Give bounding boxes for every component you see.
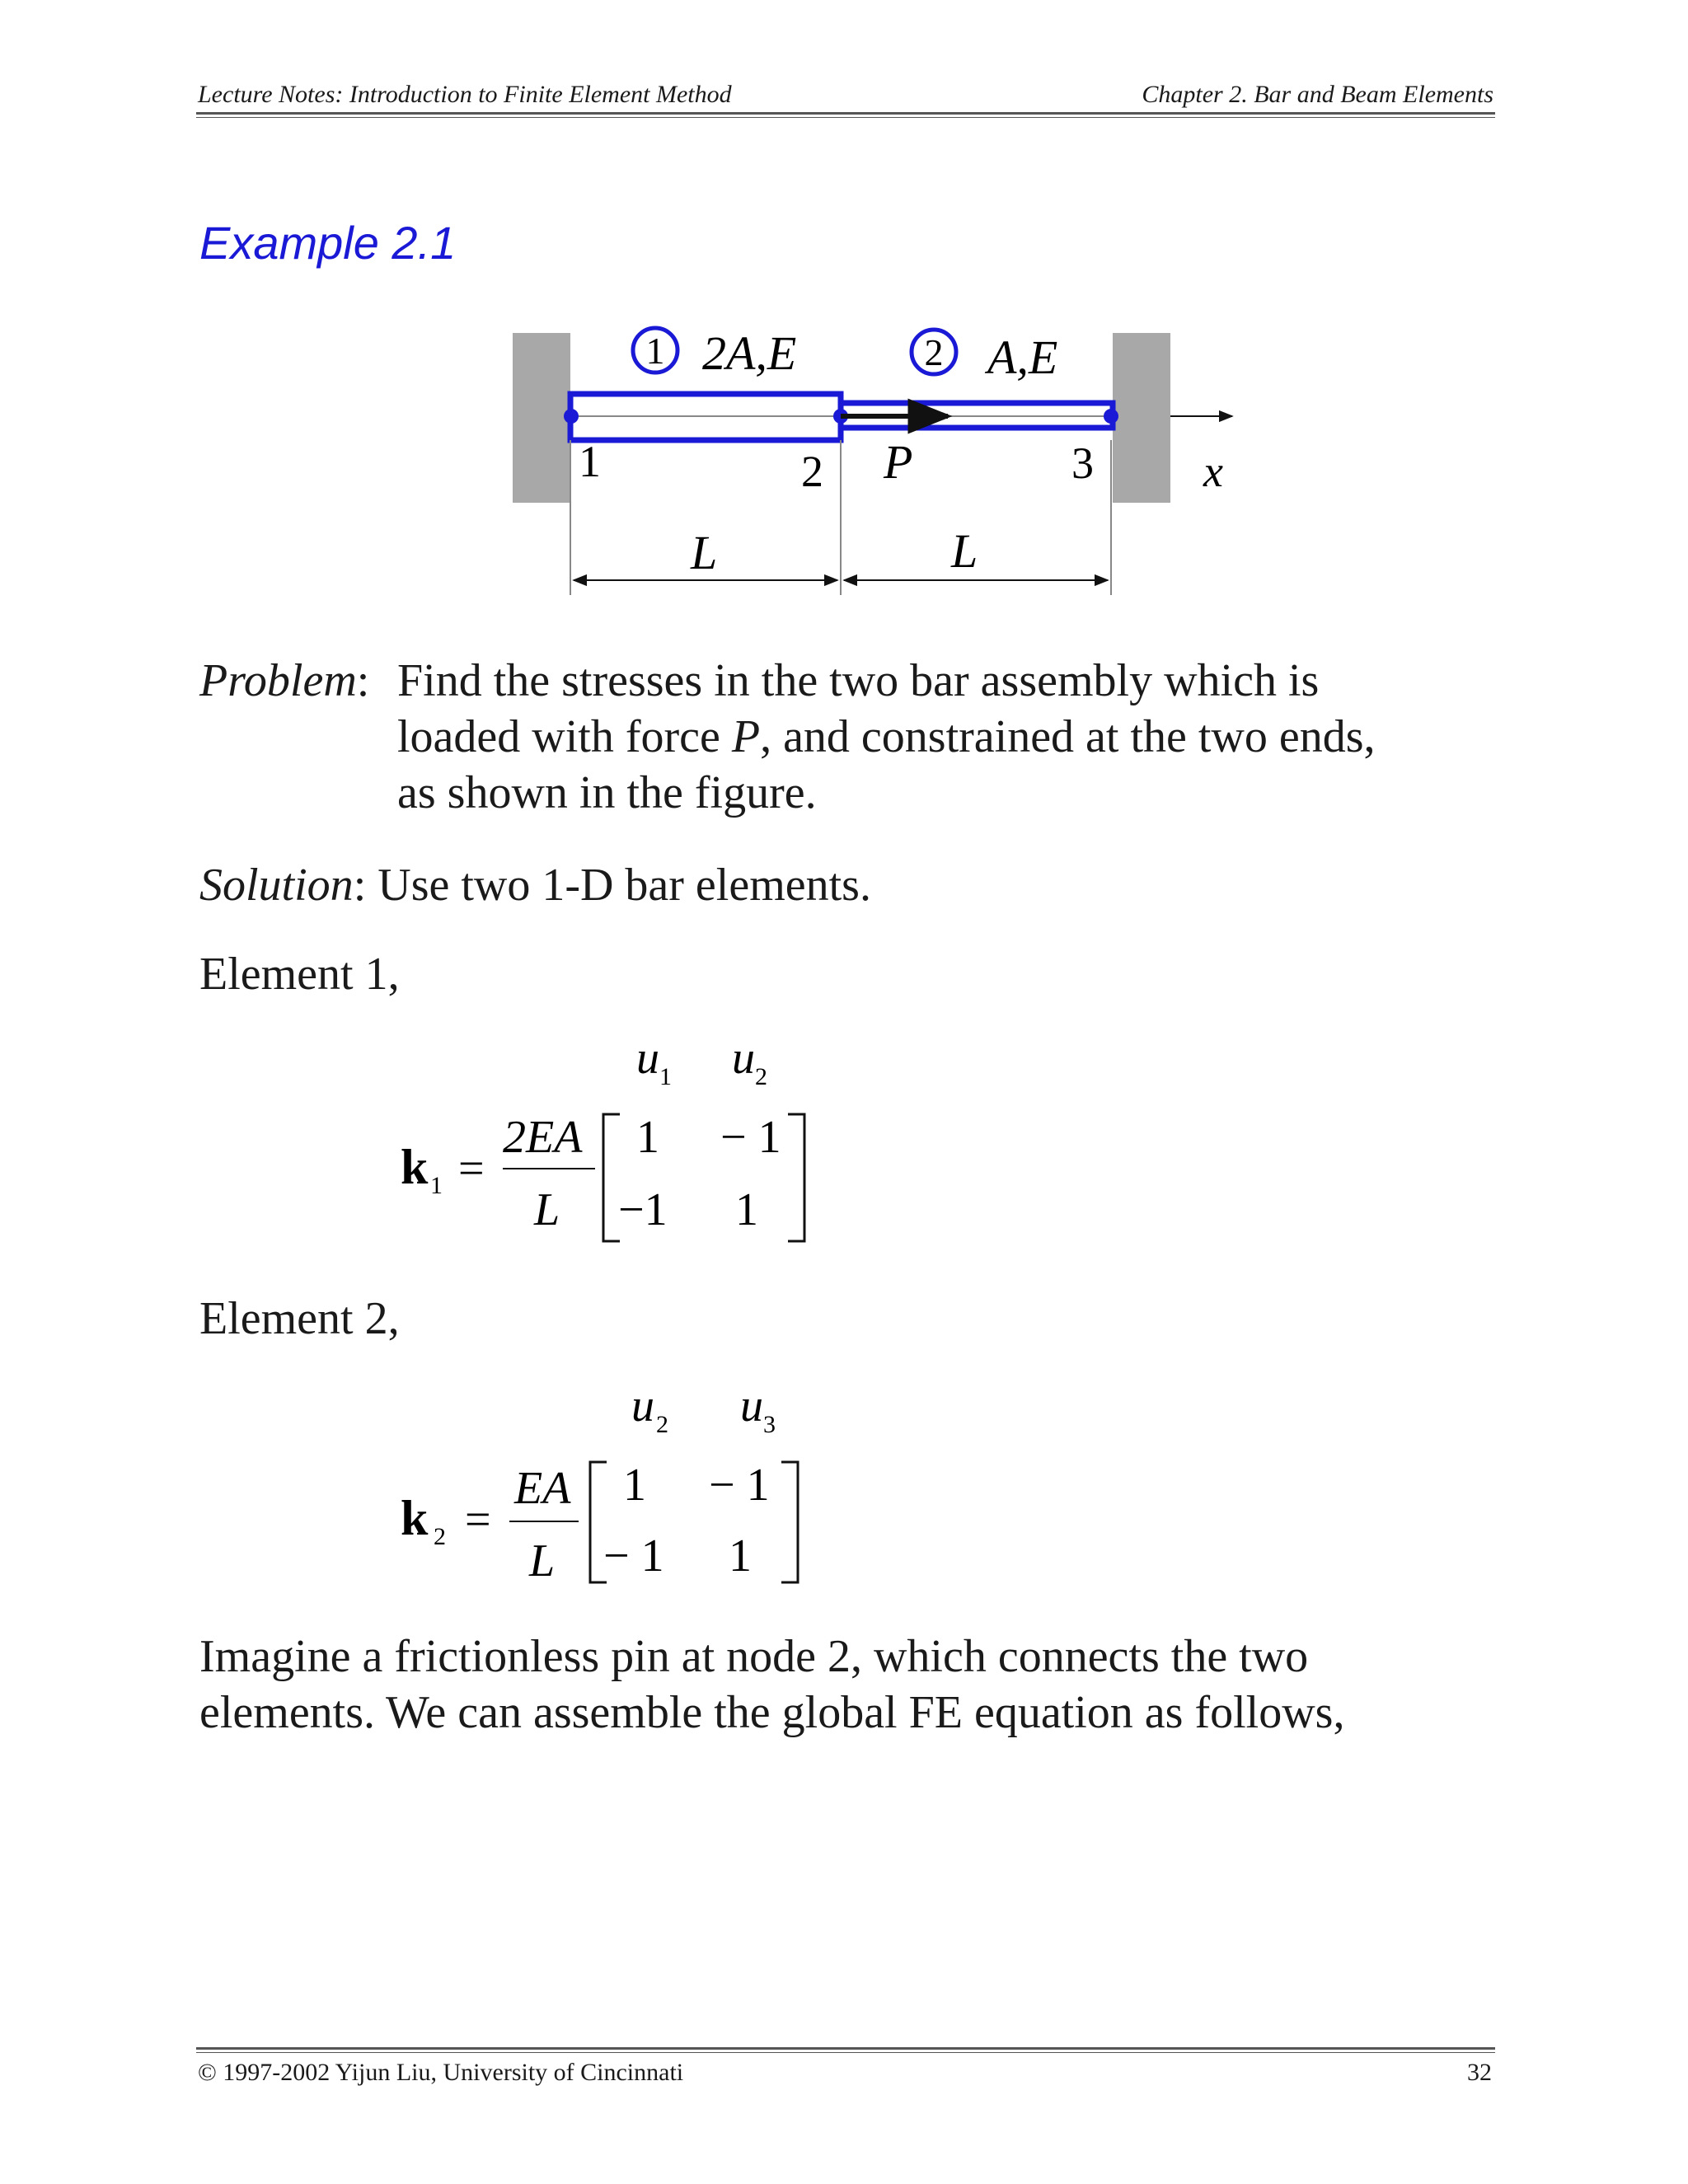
k1-numerator: 2EA — [503, 1112, 583, 1163]
element-1-props: 2A,E — [702, 326, 797, 380]
problem-text — [397, 653, 1376, 821]
k2-m21: − 1 — [603, 1530, 664, 1582]
k1-equation — [379, 1030, 841, 1269]
page-number: 32 — [1467, 2059, 1492, 2086]
element-1-heading: Element 1, — [199, 949, 400, 1000]
footer-copyright: © 1997-2002 Yijun Liu, University of Cincinnati — [198, 2059, 684, 2086]
k2-equals: = — [465, 1494, 491, 1545]
k1-equals: = — [458, 1143, 485, 1194]
right-wall — [1113, 333, 1170, 503]
k2-right-bracket — [781, 1462, 798, 1582]
k1-m11: 1 — [636, 1112, 659, 1163]
header-left: Lecture Notes: Introduction to Finite Element Method — [198, 81, 732, 108]
footer-rule-thin — [196, 2052, 1495, 2053]
element-2-props: A,E — [987, 330, 1058, 384]
length-1-label: L — [691, 526, 718, 579]
closing-line-1: Imagine a frictionless pin at node 2, which connects the two — [199, 1631, 1309, 1682]
problem-block: Problem: — [199, 655, 370, 706]
k2-m11: 1 — [623, 1460, 646, 1511]
element-2-id: 2 — [924, 331, 944, 373]
axis-label: x — [1203, 447, 1223, 496]
problem-line-2: loaded with force P, and constrained at the two ends, — [397, 711, 1376, 762]
force-label: P — [884, 435, 913, 489]
k2-symbol: k — [401, 1491, 429, 1545]
k1-m21: −1 — [618, 1184, 668, 1235]
k2-equation — [379, 1376, 841, 1615]
header-rule-thin — [196, 117, 1495, 118]
node-1-label: 1 — [579, 437, 601, 486]
k1-denominator: L — [534, 1184, 560, 1235]
solution-block: Solution: Use two 1-D bar elements. — [199, 860, 871, 911]
k1-m22: 1 — [735, 1184, 758, 1235]
k2-denominator: L — [529, 1535, 556, 1586]
element-1-id: 1 — [645, 330, 665, 372]
k2-numerator: EA — [514, 1463, 571, 1514]
bar-assembly-figure — [495, 313, 1253, 610]
k1-col-u2: u — [732, 1033, 755, 1084]
problem-line-3: as shown in the figure. — [397, 767, 817, 818]
problem-label: Problem — [199, 655, 357, 706]
header-rule — [196, 112, 1495, 115]
solution-text: Use two 1-D bar elements. — [377, 860, 871, 911]
node-3-label: 3 — [1071, 438, 1094, 488]
k1-sub: 1 — [430, 1172, 443, 1199]
k2-m22: 1 — [729, 1530, 752, 1582]
node-2-label: 2 — [801, 447, 823, 496]
k2-sub: 2 — [434, 1523, 446, 1550]
k1-symbol: k — [401, 1140, 429, 1194]
closing-paragraph — [199, 1629, 1344, 1741]
header-right: Chapter 2. Bar and Beam Elements — [1142, 81, 1493, 108]
node-3-dot — [1104, 409, 1118, 424]
k1-col-u1-sub: 1 — [659, 1063, 672, 1090]
length-2-label: L — [951, 524, 978, 578]
left-wall — [513, 333, 570, 503]
k1-right-bracket — [788, 1114, 804, 1241]
problem-line-1: Find the stresses in the two bar assembly which is — [397, 655, 1320, 706]
k1-m12: − 1 — [720, 1112, 781, 1163]
footer-rule — [196, 2047, 1495, 2050]
node-1-dot — [564, 409, 579, 424]
k2-col-u3: u — [740, 1380, 763, 1432]
k2-m12: − 1 — [709, 1460, 770, 1511]
solution-label: Solution — [199, 860, 354, 911]
example-title: Example 2.1 — [199, 217, 457, 269]
k2-col-u2-sub: 2 — [656, 1411, 668, 1438]
k1-col-u1: u — [636, 1033, 659, 1084]
k2-col-u3-sub: 3 — [763, 1411, 776, 1438]
closing-line-2: elements. We can assemble the global FE equation as follows, — [199, 1687, 1345, 1738]
element-2-heading: Element 2, — [199, 1293, 400, 1344]
k1-left-bracket — [603, 1114, 620, 1241]
k1-col-u2-sub: 2 — [755, 1063, 767, 1090]
k2-col-u2: u — [631, 1380, 654, 1432]
